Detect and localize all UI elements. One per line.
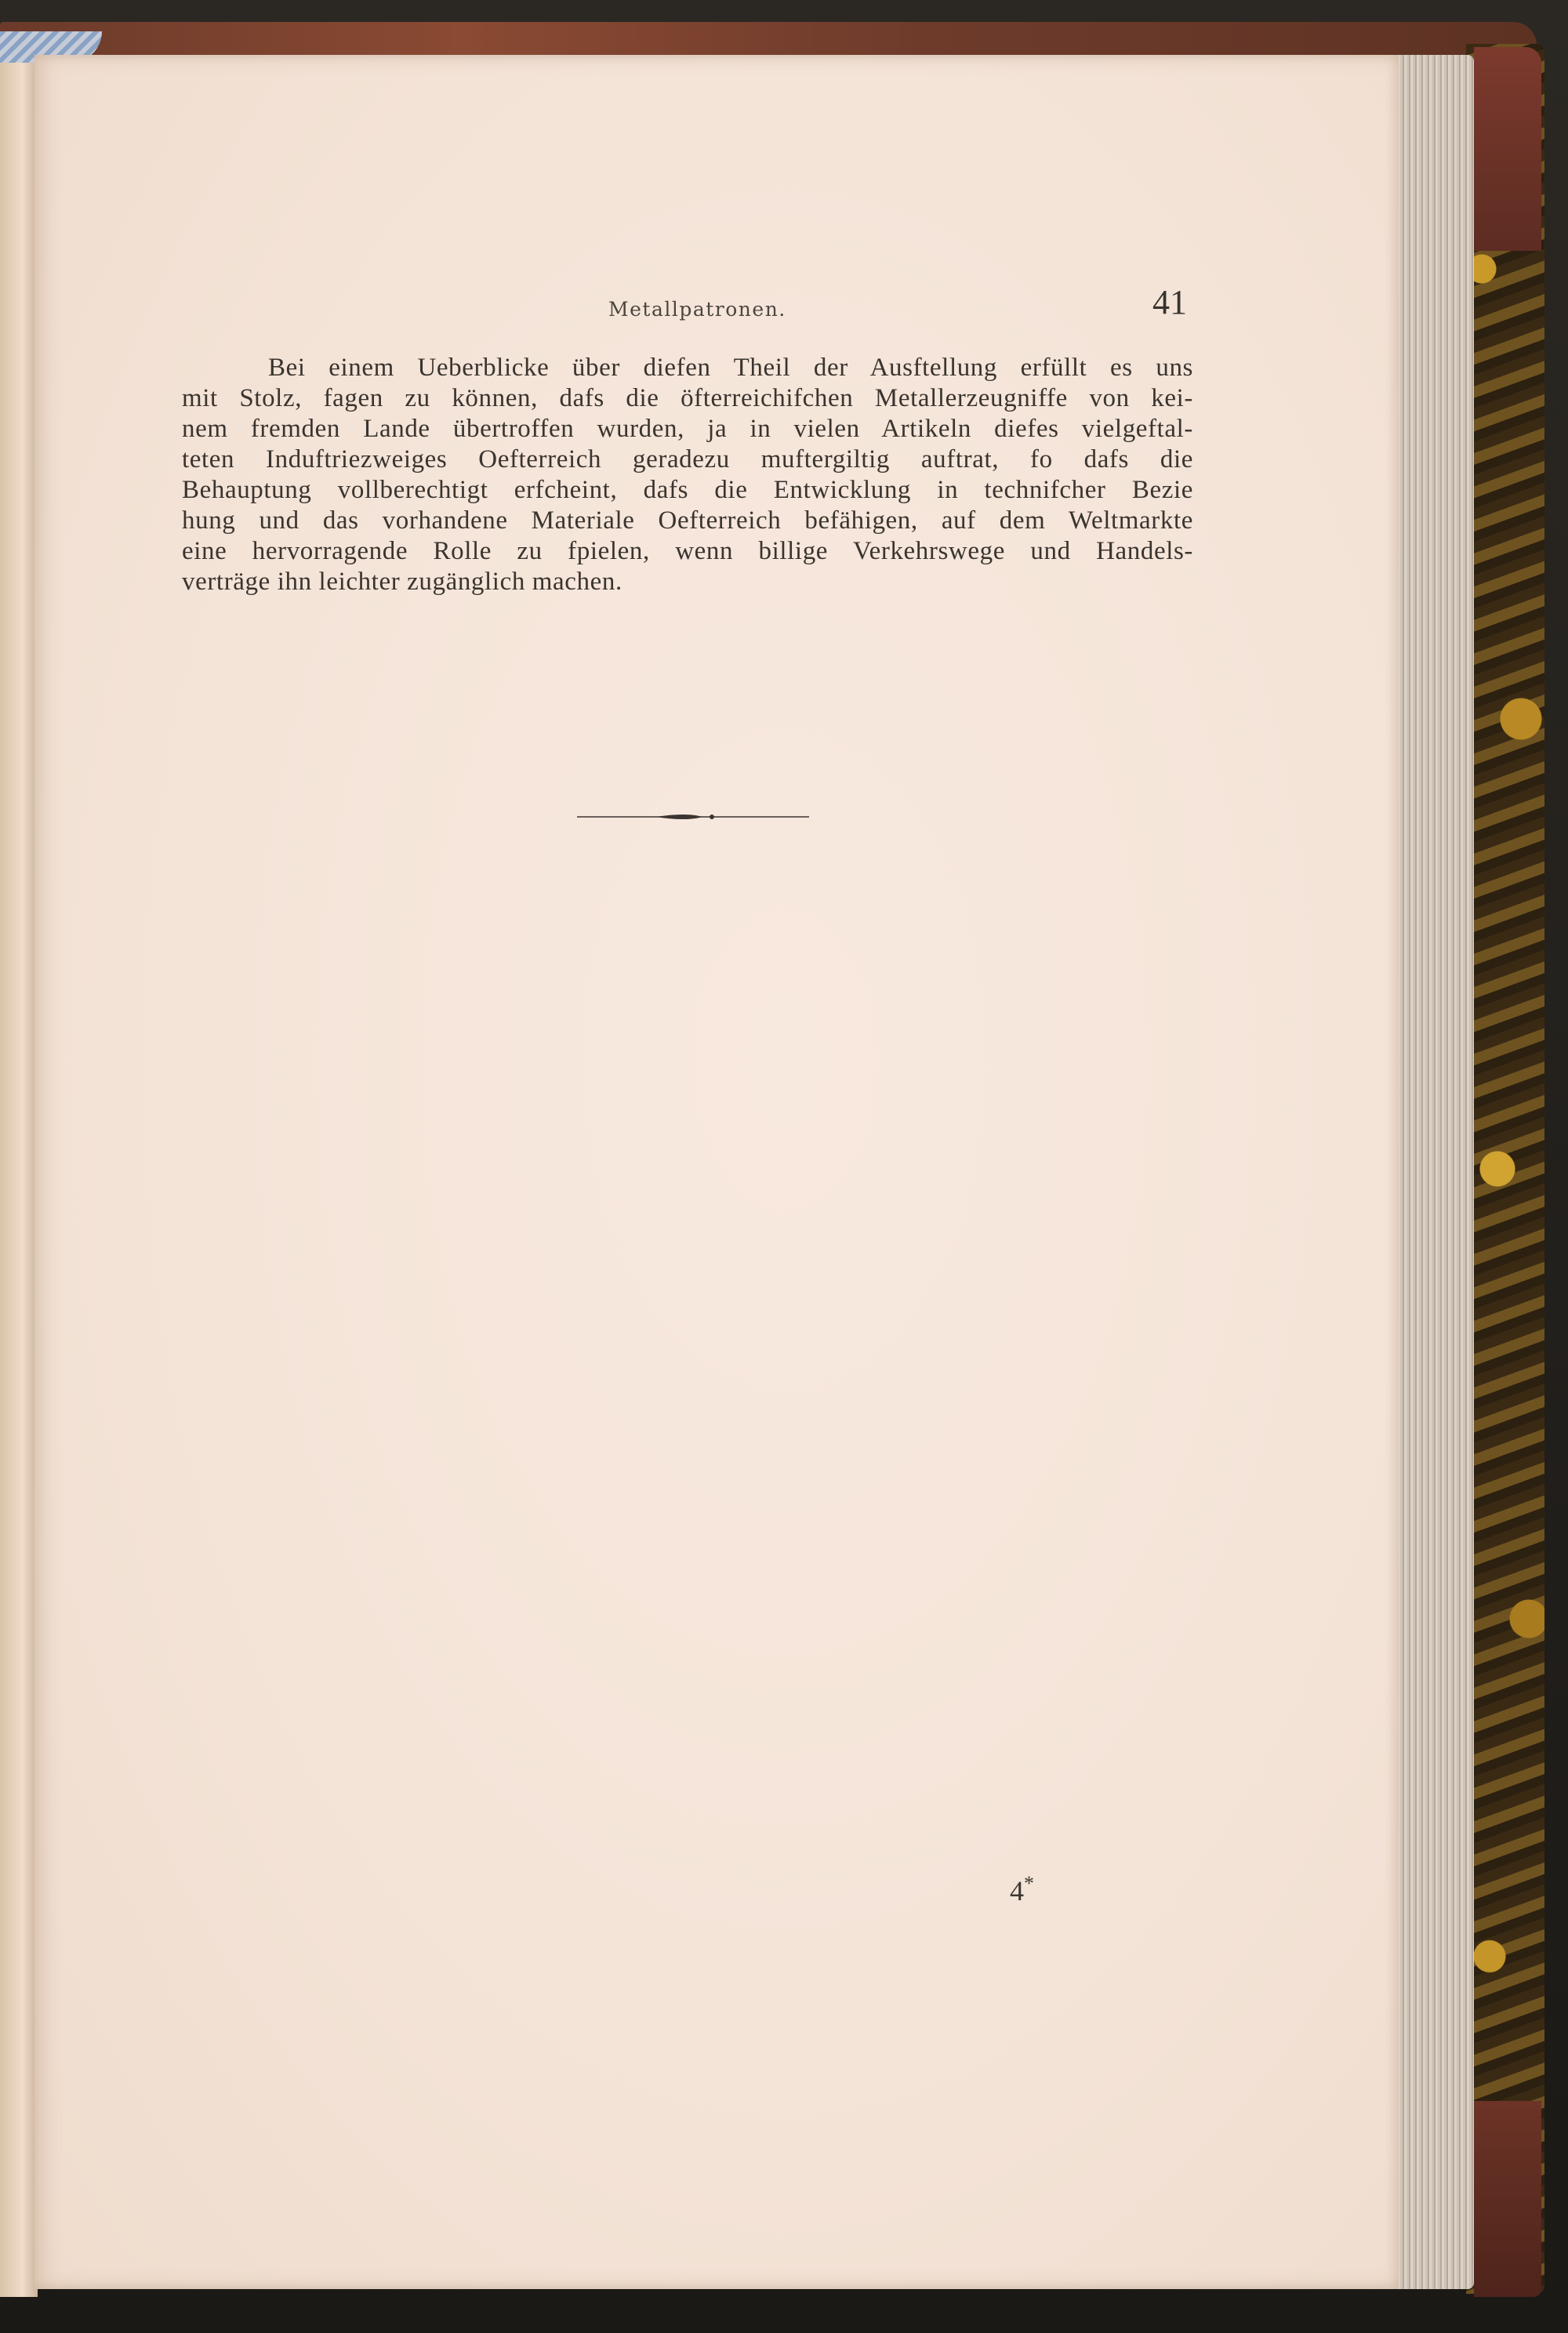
text-line: mit Stolz, fagen zu können, dafs die öfterreichifchen Metallerzeugniffe von kei- xyxy=(182,384,1193,412)
printer-signature-mark xyxy=(1010,1872,1034,1907)
text-line: hung und das vorhandene Materiale Oefterreich befähigen, auf dem Weltmarkte xyxy=(182,506,1193,535)
running-head: Metallpatronen. xyxy=(608,298,786,321)
signature-star: * xyxy=(1024,1872,1034,1895)
text-line: teten Induftriezweiges Oefterreich geradezu muftergiltig auftrat, fo dafs die xyxy=(182,445,1193,473)
page-block-edges xyxy=(1388,55,1474,2289)
section-end-ornament xyxy=(577,811,809,823)
page-number: 41 xyxy=(1152,283,1187,321)
text-line: nem fremden Lande übertroffen wurden, ja in vielen Artikeln diefes vielgeftal- xyxy=(182,415,1193,443)
facing-page-edge xyxy=(0,47,38,2297)
leather-corner-bottom xyxy=(1474,2101,1541,2297)
paragraph xyxy=(182,353,1193,597)
leather-corner-top xyxy=(1474,47,1541,251)
text-line: eine hervorragende Rolle zu fpielen, wenn billige Verkehrswege und Handels- xyxy=(182,537,1193,565)
text-line: Behauptung vollberechtigt erfcheint, dafs die Entwicklung in technifcher Bezie xyxy=(182,476,1193,504)
marbled-cover-board xyxy=(1466,44,1544,2294)
signature-number: 4 xyxy=(1010,1875,1024,1907)
text-line: verträge ihn leichter zugänglich machen. xyxy=(182,568,622,596)
text-line: Bei einem Ueberblicke über diefen Theil der Ausftellung erfüllt es uns xyxy=(268,354,1193,382)
